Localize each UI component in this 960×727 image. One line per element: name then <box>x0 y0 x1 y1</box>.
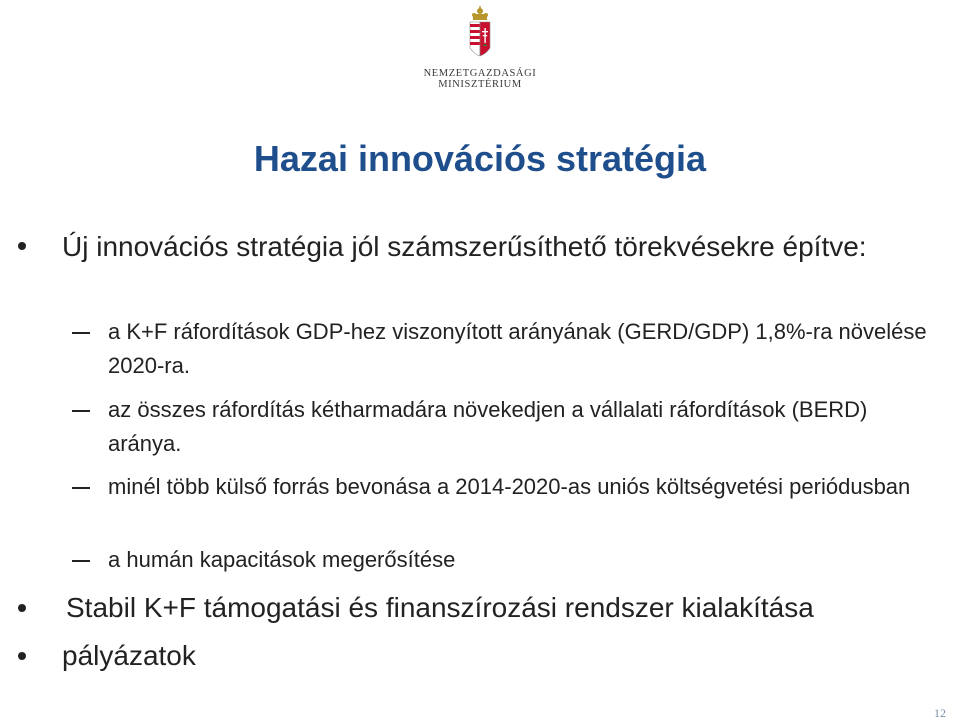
ministry-name-line2: MINISZTÉRIUM <box>438 79 522 90</box>
sub-item-2: az összes ráfordítás kétharmadára növekedjen a vállalati ráfordítások (BERD) aránya. <box>108 397 868 456</box>
dash-icon <box>72 487 90 489</box>
dash-icon <box>72 332 90 334</box>
bullet-dot-icon <box>18 652 26 660</box>
dash-icon <box>72 560 90 562</box>
bullet-dot-icon <box>18 604 26 612</box>
bullet-item-3: pályázatok <box>62 640 196 671</box>
dash-icon <box>72 410 90 412</box>
slide-title: Hazai innovációs stratégia <box>253 138 707 179</box>
slide-number: 12 <box>934 706 946 720</box>
bullet-item-2: Stabil K+F támogatási és finanszírozási rendszer kialakítása <box>66 592 814 623</box>
bullet-dot-icon <box>18 242 26 250</box>
sub-item-4: a humán kapacitások megerősítése <box>108 547 456 572</box>
sub-item-1: a K+F ráfordítások GDP-hez viszonyított arányának (GERD/GDP) 1,8%-ra növelése 2020-ra. <box>108 319 927 378</box>
bullet-item-1: Új innovációs stratégia jól számszerűsíthető törekvésekre építve: <box>62 231 867 262</box>
ministry-name-line1: NEMZETGAZDASÁGI <box>423 68 537 79</box>
sub-item-3: minél több külső forrás bevonása a 2014-2020-as uniós költségvetési periódusban <box>108 474 911 499</box>
